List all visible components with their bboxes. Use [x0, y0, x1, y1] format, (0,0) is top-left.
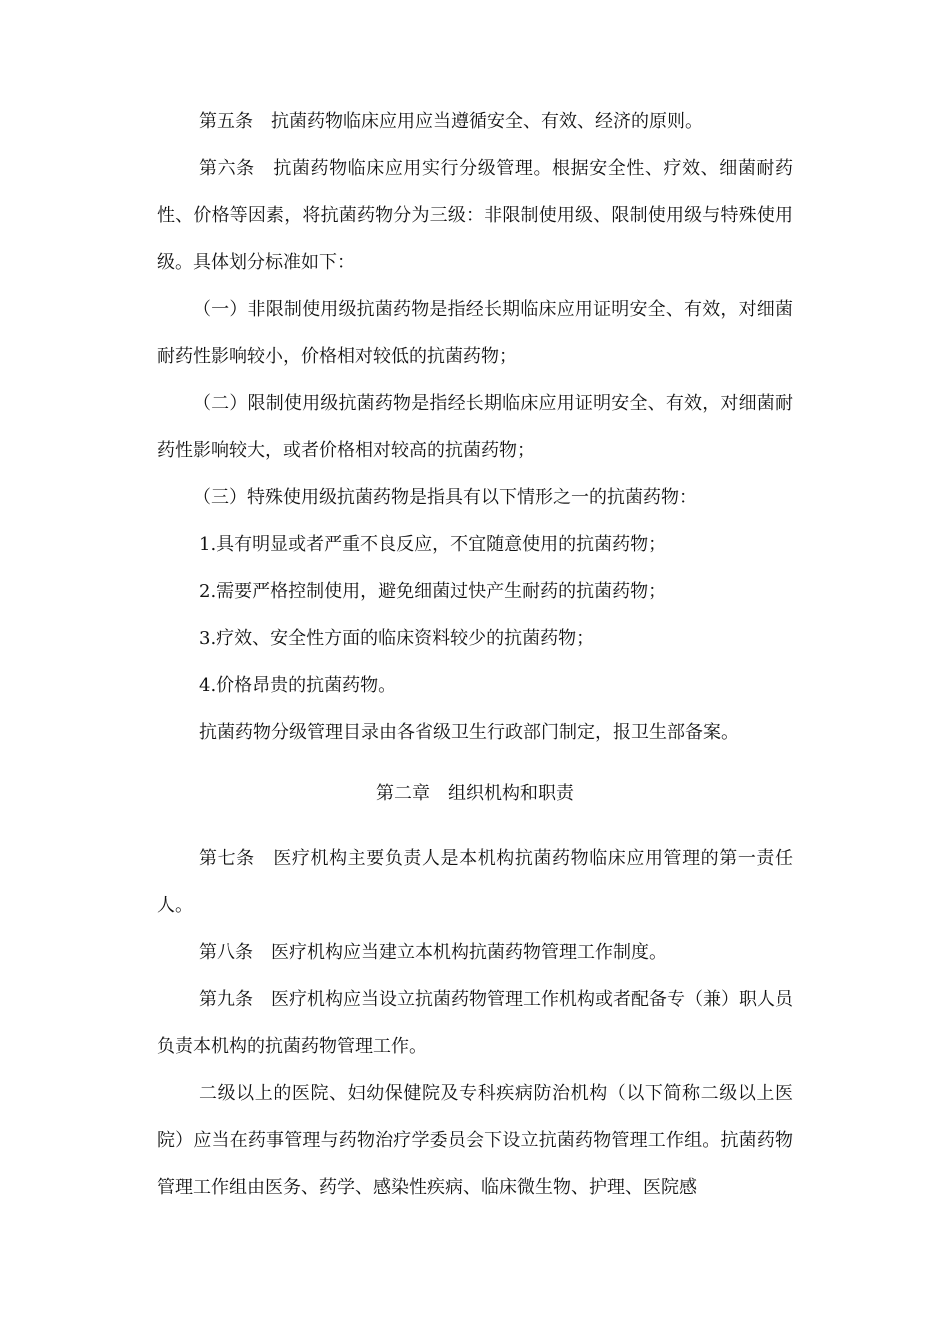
paragraph-text: （二）限制使用级抗菌药物是指经长期临床应用证明安全、有效，对细菌耐药性影响较大，或者价格相对较高的抗菌药物； [157, 393, 793, 461]
list-item [157, 615, 793, 662]
article-label: 第六条 [199, 158, 255, 179]
list-item-text: 2.需要严格控制使用，避免细菌过快产生耐药的抗菌药物； [199, 581, 667, 602]
level-2-paragraph [157, 380, 793, 474]
list-item [157, 568, 793, 615]
article-9-paragraph [157, 976, 793, 1070]
paragraph-text: （一）非限制使用级抗菌药物是指经长期临床应用证明安全、有效，对细菌耐药性影响较小，价格相对较低的抗菌药物； [157, 299, 793, 367]
level-1-paragraph [157, 286, 793, 380]
article-text: 抗菌药物临床应用实行分级管理。根据安全性、疗效、细菌耐药性、价格等因素，将抗菌药物分为三级：非限制使用级、限制使用级与特殊使用级。具体划分标准如下： [157, 158, 794, 273]
paragraph-text: 抗菌药物分级管理目录由各省级卫生行政部门制定，报卫生部备案。 [199, 722, 739, 743]
article-5-paragraph [157, 98, 793, 145]
paragraph-text: 二级以上的医院、妇幼保健院及专科疾病防治机构（以下简称二级以上医院）应当在药事管理与药物治疗学委员会下设立抗菌药物管理工作组。抗菌药物管理工作组由医务、药学、感染性疾病、临床微生物、护理、医院感 [157, 1083, 793, 1198]
article-label: 第八条 [199, 942, 253, 963]
list-item [157, 662, 793, 709]
working-group-paragraph [157, 1070, 793, 1211]
chapter-title: 组织机构和职责 [448, 783, 574, 804]
article-label: 第七条 [199, 848, 255, 869]
article-text: 医疗机构应当设立抗菌药物管理工作机构或者配备专（兼）职人员负责本机构的抗菌药物管理工作。 [157, 989, 793, 1057]
list-item-text: 4.价格昂贵的抗菌药物。 [199, 675, 397, 696]
list-item [157, 521, 793, 568]
document-body [157, 98, 793, 1211]
chapter-heading [157, 756, 793, 835]
article-label: 第九条 [199, 989, 253, 1010]
article-text: 医疗机构主要负责人是本机构抗菌药物临床应用管理的第一责任人。 [157, 848, 794, 916]
list-item-text: 3.疗效、安全性方面的临床资料较少的抗菌药物； [199, 628, 595, 649]
chapter-label: 第二章 [376, 783, 430, 804]
paragraph-text: （三）特殊使用级抗菌药物是指具有以下情形之一的抗菌药物： [193, 487, 697, 508]
article-8-paragraph [157, 929, 793, 976]
level-3-paragraph [157, 474, 793, 521]
article-text: 医疗机构应当建立本机构抗菌药物管理工作制度。 [271, 942, 667, 963]
catalog-paragraph [157, 709, 793, 756]
article-text: 抗菌药物临床应用应当遵循安全、有效、经济的原则。 [271, 111, 703, 132]
list-item-text: 1.具有明显或者严重不良反应，不宜随意使用的抗菌药物； [199, 534, 667, 555]
article-label: 第五条 [199, 111, 253, 132]
article-6-paragraph [157, 145, 793, 286]
article-7-paragraph [157, 835, 793, 929]
